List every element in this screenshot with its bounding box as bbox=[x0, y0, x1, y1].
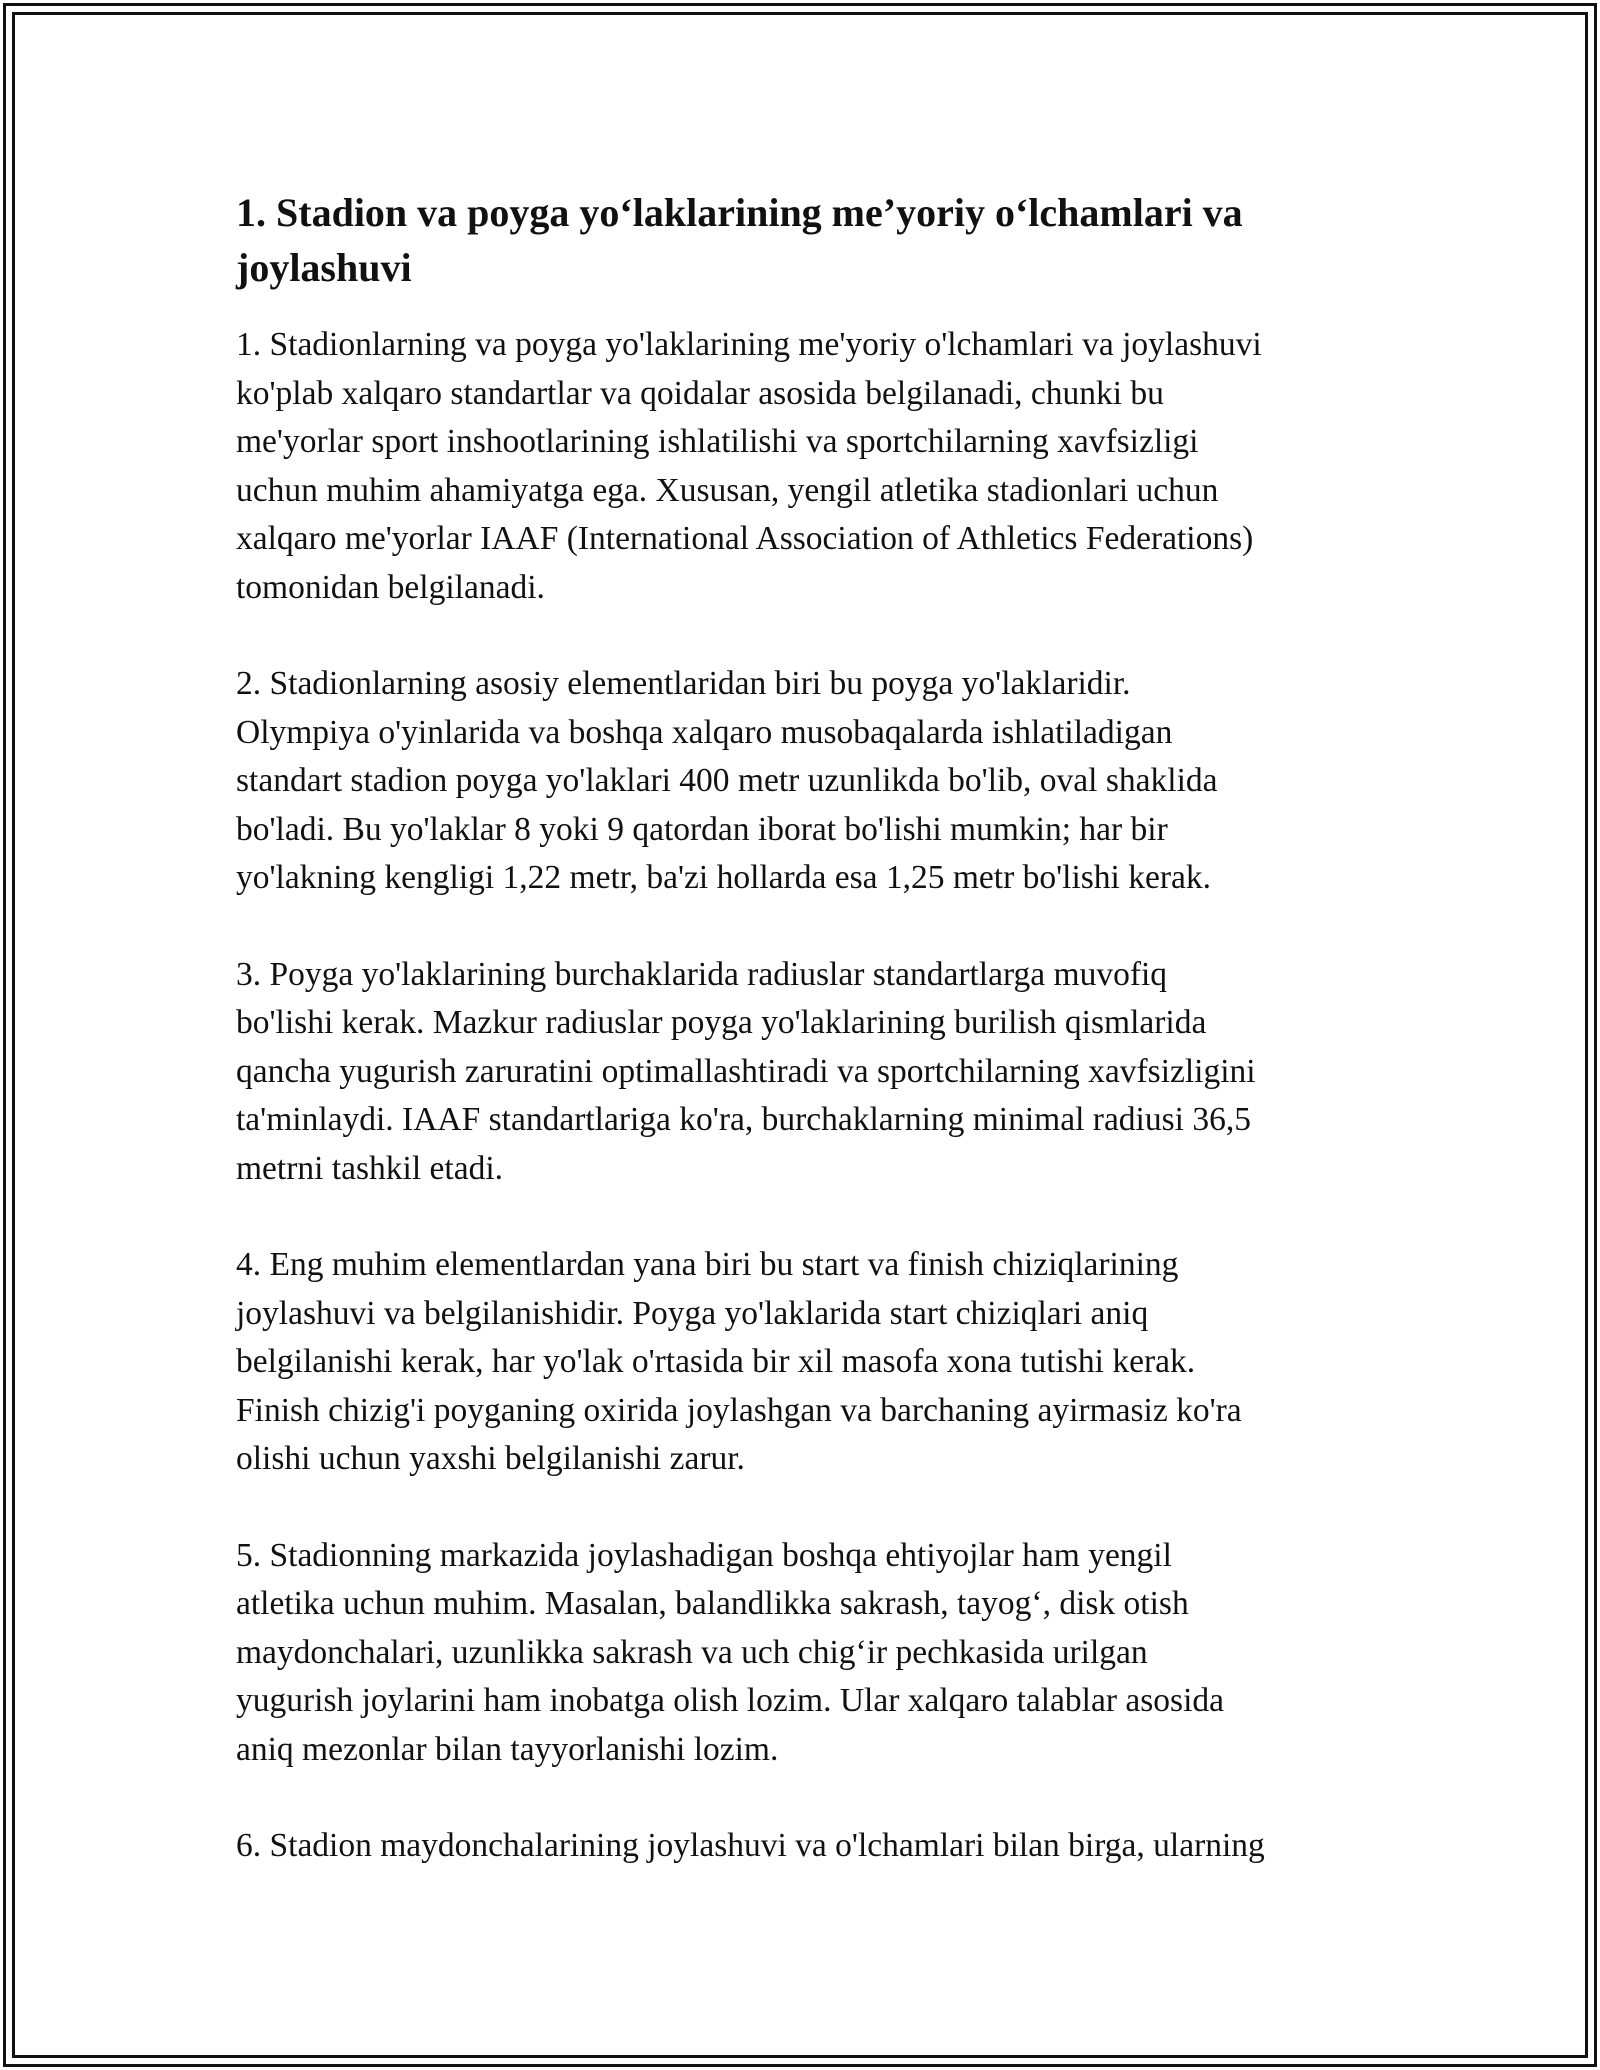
paragraph-5: 5. Stadionning markazida joylashadigan boshqa ehtiyojlar ham yengil atletika uchun muhim. Masalan, balandlikka sakrash, tayog‘, disk otish maydonchalari, uzunlikka sakrash va uch chig‘ir pechkasida urilgan yugurish joylarini ham inobatga olish lozim. Ular xalqaro talablar asosida aniq mezonlar bilan tayyorlanishi lozim. bbox=[236, 1536, 1225, 1768]
paragraph-3: 3. Poyga yo'laklarining burchaklarida radiuslar standartlarga muvofiq bo'lishi kerak. Mazkur radiuslar poyga yo'laklarining burilish qismlarida qancha yugurish zaruratini optimallashtiradi va sportchilarning xavfsizligini ta'minlaydi. IAAF standartlariga ko'ra, burchaklarning minimal radiusi 36,5 metrni tashkil etadi. bbox=[236, 955, 1256, 1187]
document-body bbox=[236, 185, 1376, 1919]
paragraph-1: 1. Stadionlarning va poyga yo'laklarining me'yoriy o'lchamlari va joylashuvi ko'plab xalqaro standartlar va qoidalar asosida belgilanadi, chunki bu me'yorlar sport inshootlarining ishlatilishi va sportchilarning xavfsizligi uchun muhim ahamiyatga ega. Xususan, yengil atletika stadionlari uchun xalqaro me'yorlar IAAF (International Association of Athletics Federations) tomonidan belgilanadi. bbox=[236, 326, 1262, 606]
paragraph-4: 4. Eng muhim elementlardan yana biri bu start va finish chiziqlarining joylashuvi va belgilanishidir. Poyga yo'laklarida start chiziqlari aniq belgilanishi kerak, har yo'lak o'rtasida bir xil masofa xona tutishi kerak. Finish chizig'i poyganing oxirida joylashgan va barchaning ayirmasiz ko'ra olishi uchun yaxshi belgilanishi zarur. bbox=[236, 1246, 1242, 1477]
section-heading: 1. Stadion va poyga yo‘laklarining me’yoriy o‘lchamlari va joylashuvi bbox=[236, 190, 1243, 290]
paragraph-6: 6. Stadion maydonchalarining joylashuvi va o'lchamlari bilan birga, ularning bbox=[236, 1827, 1265, 1864]
paragraph-2: 2. Stadionlarning asosiy elementlaridan biri bu poyga yo'laklaridir. Olympiya o'yinlarida va boshqa xalqaro musobaqalarda ishlatiladigan standart stadion poyga yo'laklari 400 metr uzunlikda bo'lib, oval shaklida bo'ladi. Bu yo'laklar 8 yoki 9 qatordan iborat bo'lishi mumkin; har bir yo'lakning kengligi 1,22 metr, ba'zi hollarda esa 1,25 metr bo'lishi kerak. bbox=[236, 665, 1218, 896]
